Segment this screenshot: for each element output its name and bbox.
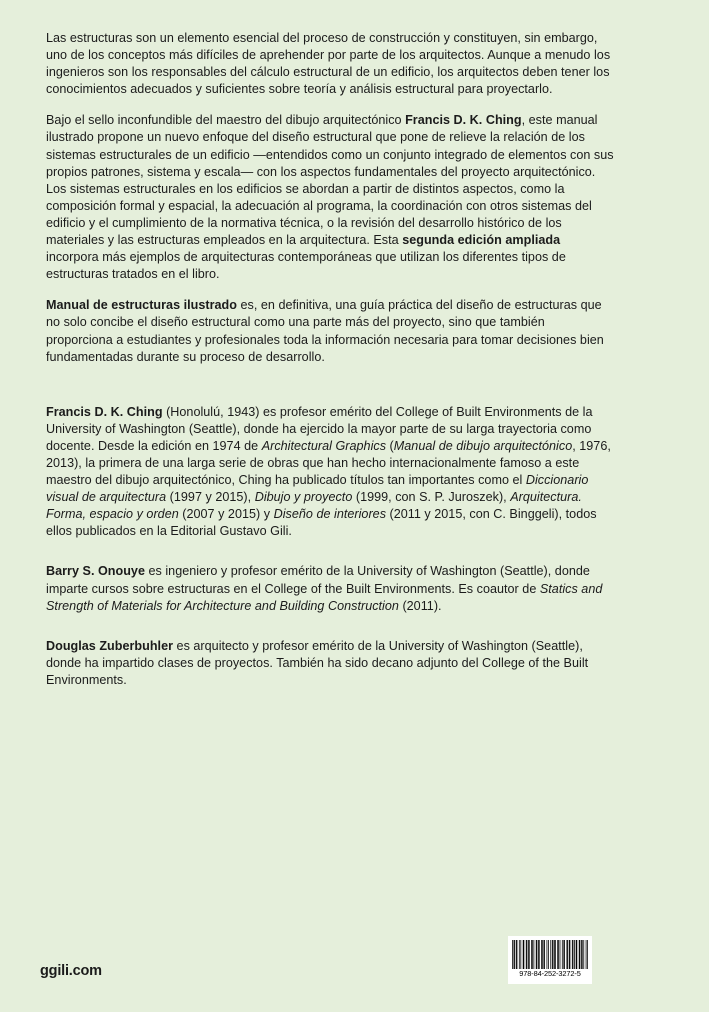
bio-text: (1997 y 2015), xyxy=(166,490,255,505)
work-title: Architectural Graphics xyxy=(261,438,387,453)
author-name-zuberbuhler: Douglas Zuberbuhler xyxy=(46,638,174,653)
author-bio-onouye xyxy=(46,563,614,614)
author-name-onouye: Barry S. Onouye xyxy=(46,564,145,579)
bio-text: , 1976, 2013), la primera de una larga serie de obras que han hecho internacionalmente famoso a este maestro del dibujo arquitectónico, Ching ha publicado títulos tan importantes como el xyxy=(46,438,611,488)
edition-highlight: segunda edición ampliada xyxy=(402,233,561,248)
blurb-p2-text-b: , este manual ilustrado propone un nuevo enfoque del diseño estructural que pone de relieve la relación de los sistemas estructurales de un edificio —entendidos como un conjunto integrado de elementos con sus propios patrones, sistema y escala— con los aspectos fundamentales del proyecto arquitectónico. Los sistemas estructurales en los edificios se abordan a partir de distintos aspectos, como la composición formal y espacial, la adecuación al programa, la coordinación con otros sistemas del edificio y el cumplimiento de la normativa técnica, o la revisión del desarrollo histórico de los materiales y las estructuras empleados en la arquitectura. Esta xyxy=(46,113,614,248)
bio-text: es arquitecto y profesor emérito de la University of Washington (Seattle), donde ha impartido clases de proyectos. También ha sido decano adjunto del College of the Built Environments. xyxy=(46,638,589,687)
bio-text: (2007 y 2015) y xyxy=(178,507,274,522)
bio-text: (1999, con S. P. Juroszek), xyxy=(352,490,511,505)
barcode-bars xyxy=(512,940,588,969)
blurb-p2-text-a: Bajo el sello inconfundible del maestro del dibujo arquitectónico xyxy=(46,113,406,128)
blurb-paragraph-3 xyxy=(46,297,614,365)
bio-text: (2011). xyxy=(398,598,442,613)
blurb-paragraph-2 xyxy=(46,112,614,283)
bio-text: (2011 y 2015, con C. Binggeli), todos ellos publicados en la Editorial Gustavo Gili. xyxy=(46,507,597,539)
author-name-inline-ching: Francis D. K. Ching xyxy=(405,113,522,128)
work-title: Dibujo y proyecto xyxy=(254,490,353,505)
blurb-content xyxy=(46,30,614,703)
publisher-website[interactable]: ggili.com xyxy=(40,963,102,979)
blurb-p2-text-c: incorpora más ejemplos de arquitecturas contemporáneas que utilizan los diferentes tipos de estructuras tratados en el libro. xyxy=(46,250,566,282)
work-title: Manual de dibujo arquitectónico xyxy=(393,438,573,453)
blurb-p3-text: es, en definitiva, una guía práctica del diseño de estructuras que no solo concibe el diseño estructural como una parte más del proyecto, sino que también proporciona a estudiantes y profesionales toda la información necesaria para tomar decisiones bien fundamentadas durante su proceso de desarrollo. xyxy=(46,298,604,364)
bio-spacer-1 xyxy=(46,554,614,563)
author-bio-ching xyxy=(46,404,614,541)
author-bio-zuberbuhler xyxy=(46,638,614,689)
work-title: Diseño de interiores xyxy=(273,507,387,522)
work-title: Arquitectura. Forma, espacio y orden xyxy=(46,490,582,522)
author-bio-ching-body xyxy=(46,405,611,539)
bio-text: ( xyxy=(386,438,394,453)
author-name-ching: Francis D. K. Ching xyxy=(46,404,163,419)
section-divider-spacer xyxy=(46,380,614,404)
bio-text: es ingeniero y profesor emérito de la University of Washington (Seattle), donde imparte cursos sobre estructuras en el College of the Built Environments. Es coautor de xyxy=(46,564,590,596)
isbn-number: 978-84-252-3272-5 xyxy=(519,969,581,978)
bio-spacer-2 xyxy=(46,629,614,638)
isbn-barcode xyxy=(508,936,592,984)
blurb-paragraph-1: Las estructuras son un elemento esencial del proceso de construcción y constituyen, sin embargo, uno de los conceptos más difíciles de aprehender por parte de los arquitectos. Aunque a menudo los ingenieros son los responsables del cálculo estructural de un edificio, los arquitectos deben tener los conocimientos adecuados y suficientes sobre teoría y análisis estructural para proyectarlo. xyxy=(46,31,611,97)
work-title: Statics and Strength of Materials for Architecture and Building Construction xyxy=(46,581,603,613)
work-title: Diccionario visual de arquitectura xyxy=(46,473,589,505)
book-title-inline: Manual de estructuras ilustrado xyxy=(46,298,237,313)
bio-text: (Honolulú, 1943) es profesor emérito del College of Built Environments de la University of Washington (Seattle), donde ha ejercido la mayor parte de su larga trayectoria como docente. Desde la edición en 1974 de xyxy=(46,404,593,453)
